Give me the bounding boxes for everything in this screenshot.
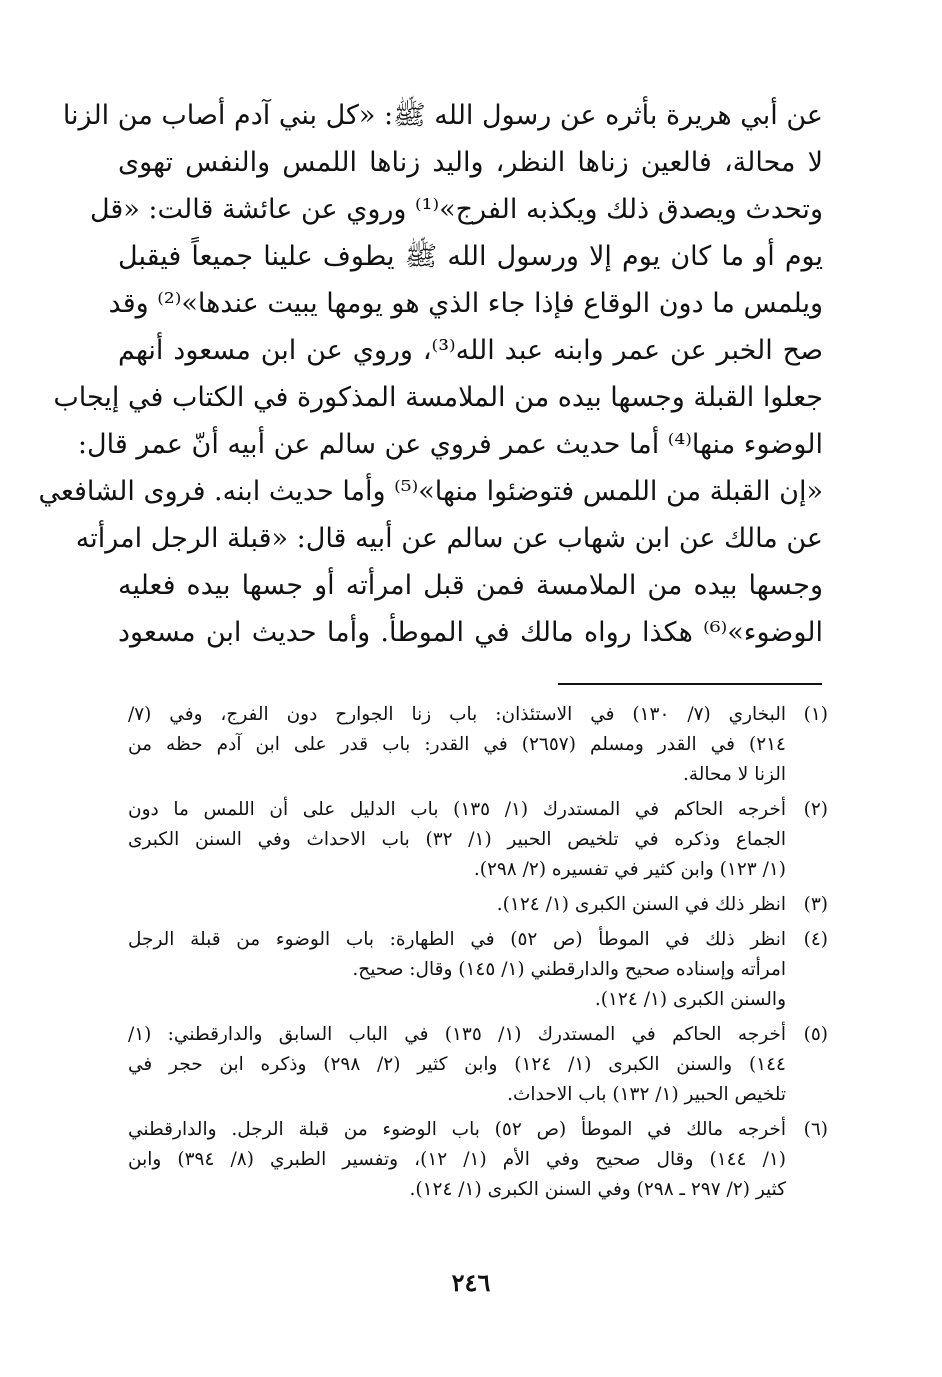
footnote-line: البخاري (٧/ ١٣٠) في الاستئذان: باب زنا الجوارح دون الفرج، وفي (٧/ xyxy=(128,704,786,725)
footnote-line: الزنا لا محالة. xyxy=(682,764,786,785)
footnote-number: (٤) xyxy=(803,929,828,950)
text-line: يوم أو ما كان يوم إلا ورسول الله ﷺ يطوف علينا جميعاً فيقبل xyxy=(118,241,823,272)
page-number: ٢٤٦ xyxy=(451,1268,491,1297)
footnote-number: (٣) xyxy=(803,894,828,915)
footnote-line: والسنن الكبرى (١/ ١٢٤). xyxy=(594,989,786,1010)
text-line: عن أبي هريرة بأثره عن رسول الله ﷺ: «كل بني آدم أصاب من الزنا xyxy=(62,100,823,131)
footnote-separator xyxy=(558,683,822,685)
text-line: وجسها بيده من الملامسة فمن قبل امرأته أو جسها بيده فعليه xyxy=(118,570,823,601)
footnote-4 xyxy=(128,925,828,1015)
text-line: «إن القبلة من اللمس فتوضئوا منها»⁽⁵⁾ وأما حديث ابنه. فروى الشافعي xyxy=(38,476,823,507)
footnote-2 xyxy=(128,795,828,885)
footnote-line: (١/ ١٢٣) وابن كثير في تفسيره (٢/ ٢٩٨). xyxy=(473,859,786,880)
footnote-line: (١/ ١٤٤) وقال صحيح وفي الأم (١/ ١٢)، وتفسير الطبري (٨/ ٣٩٤) وابن xyxy=(128,1149,786,1170)
footnote-line: الجماع وذكره في تلخيص الحبير (١/ ٣٢) باب الاحداث وفي السنن الكبرى xyxy=(128,829,786,850)
main-text xyxy=(38,92,823,656)
text-line: جعلوا القبلة وجسها بيده من الملامسة المذكورة في الكتاب في إيجاب xyxy=(53,382,823,413)
footnote-line: كثير (٢/ ٢٩٧ ـ ٢٩٨) وفي السنن الكبرى (١/ ١٢٤). xyxy=(409,1179,786,1200)
footnote-line: انظر ذلك في الموطأ (ص ٥٢) في الطهارة: باب الوضوء من قبلة الرجل xyxy=(128,929,787,950)
footnote-5 xyxy=(128,1020,828,1110)
footnote-line: أخرجه مالك في الموطأ (ص ٥٢) باب الوضوء من قبلة الرجل. والدارقطني xyxy=(128,1119,786,1140)
text-line: وتحدث ويصدق ذلك ويكذبه الفرج»⁽¹⁾ وروي عن عائشة قالت: «قل xyxy=(89,194,823,225)
footnote-number: (٥) xyxy=(803,1024,828,1045)
text-line: الوضوء»⁽⁶⁾ هكذا رواه مالك في الموطأ. وأما حديث ابن مسعود xyxy=(118,617,823,648)
footnote-number: (٢) xyxy=(803,799,828,820)
footnote-6 xyxy=(128,1115,828,1205)
footnote-number: (١) xyxy=(803,704,828,725)
text-line: الوضوء منها⁽⁴⁾ أما حديث عمر فروي عن سالم عن أبيه أنّ عمر قال: xyxy=(77,429,823,460)
footnote-line: أخرجه الحاكم في المستدرك (١/ ١٣٥) في الباب السابق والدارقطني: (١/ xyxy=(128,1024,786,1045)
footnotes xyxy=(128,700,828,1210)
footnote-3 xyxy=(128,890,828,920)
footnote-line: انظر ذلك في السنن الكبرى (١/ ١٢٤). xyxy=(496,894,786,915)
footnote-line: امرأته وإسناده صحيح والدارقطني (١/ ١٤٥) وقال: صحيح. xyxy=(352,959,786,980)
footnote-number: (٦) xyxy=(803,1119,828,1140)
footnote-line: تلخيص الحبير (١/ ١٣٢) باب الاحداث. xyxy=(507,1084,786,1105)
text-line: لا محالة، فالعين زناها النظر، واليد زناها اللمس والنفس تهوى xyxy=(118,147,823,178)
footnote-1 xyxy=(128,700,828,790)
footnote-line: أخرجه الحاكم في المستدرك (١/ ١٣٥) باب الدليل على أن اللمس ما دون xyxy=(128,799,786,820)
footnote-line: ١٤٤) والسنن الكبرى (١/ ١٢٤) وابن كثير (٢/ ٢٩٨) وذكره ابن حجر في xyxy=(128,1054,786,1075)
text-line: عن مالك عن ابن شهاب عن سالم عن أبيه قال: «قبلة الرجل امرأته xyxy=(75,523,823,554)
text-line: صح الخبر عن عمر وابنه عبد الله⁽³⁾، وروي عن ابن مسعود أنهم xyxy=(118,335,823,366)
footnote-line: ٢١٤) في القدر ومسلم (٢٦٥٧) في القدر: باب قدر على ابن آدم حظه من xyxy=(128,734,786,755)
text-line: ويلمس ما دون الوقاع فإذا جاء الذي هو يومها يبيت عندها»⁽²⁾ وقد xyxy=(108,288,823,319)
